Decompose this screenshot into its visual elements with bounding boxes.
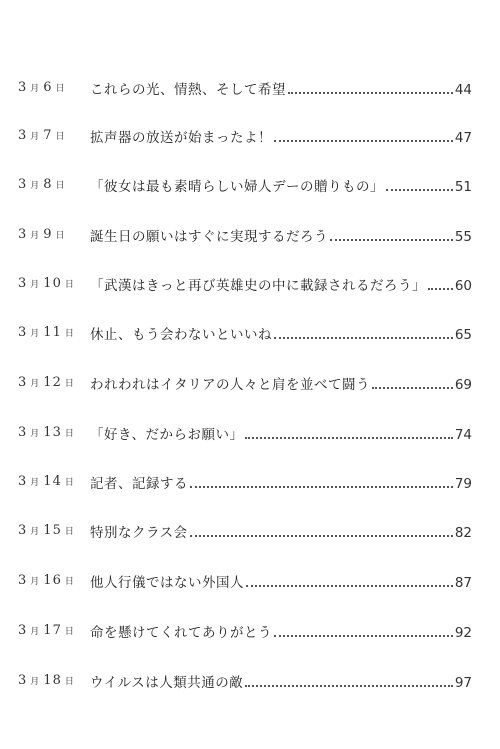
day-number: 18 bbox=[43, 673, 62, 688]
day-number: 12 bbox=[43, 375, 62, 390]
dot-leader bbox=[246, 585, 453, 587]
page-number: 82 bbox=[454, 525, 472, 541]
day-unit: 日 bbox=[64, 280, 75, 290]
day-number: 14 bbox=[43, 474, 62, 489]
day-number: 8 bbox=[43, 177, 53, 192]
day-unit: 日 bbox=[64, 677, 75, 687]
toc-entry[interactable] bbox=[0, 225, 500, 249]
toc-entry[interactable] bbox=[0, 472, 500, 496]
dot-leader bbox=[330, 239, 453, 241]
day-number: 11 bbox=[43, 325, 62, 340]
dot-leader bbox=[245, 437, 452, 439]
day-number: 13 bbox=[43, 425, 62, 440]
month-number: 3 bbox=[18, 325, 28, 340]
month-unit: 月 bbox=[30, 280, 41, 290]
month-unit: 月 bbox=[30, 677, 41, 687]
entry-title: 記者、記録する bbox=[90, 476, 188, 492]
day-number: 15 bbox=[43, 523, 62, 538]
month-unit: 月 bbox=[30, 84, 41, 94]
toc-entry[interactable] bbox=[0, 323, 500, 347]
toc-entry[interactable] bbox=[0, 175, 500, 199]
month-unit: 月 bbox=[30, 132, 41, 142]
toc-entry[interactable] bbox=[0, 621, 500, 645]
entry-date bbox=[18, 375, 78, 390]
entry-date bbox=[18, 325, 78, 340]
month-number: 3 bbox=[18, 276, 28, 291]
entry-date bbox=[18, 474, 78, 489]
day-unit: 日 bbox=[64, 429, 75, 439]
day-unit: 日 bbox=[64, 627, 75, 637]
page-number: 51 bbox=[454, 179, 472, 195]
month-unit: 月 bbox=[30, 231, 41, 241]
day-number: 6 bbox=[43, 80, 53, 95]
page-number: 60 bbox=[454, 278, 472, 294]
dot-leader bbox=[274, 337, 453, 339]
day-unit: 日 bbox=[64, 577, 75, 587]
day-unit: 日 bbox=[64, 329, 75, 339]
entry-title: 「好き、だからお願い」 bbox=[90, 427, 244, 443]
page-number: 47 bbox=[454, 130, 472, 146]
toc-entry[interactable] bbox=[0, 571, 500, 595]
page-number: 55 bbox=[454, 229, 472, 245]
toc-entry[interactable] bbox=[0, 126, 500, 150]
entry-date bbox=[18, 673, 78, 688]
day-unit: 日 bbox=[64, 379, 75, 389]
dot-leader bbox=[245, 685, 453, 687]
month-unit: 月 bbox=[30, 577, 41, 587]
day-number: 16 bbox=[43, 573, 62, 588]
toc-entry[interactable] bbox=[0, 78, 500, 102]
month-unit: 月 bbox=[30, 429, 41, 439]
toc-entry[interactable] bbox=[0, 671, 500, 695]
entry-title: これらの光、情熱、そして希望 bbox=[90, 82, 286, 98]
page-number: 65 bbox=[454, 327, 472, 343]
day-unit: 日 bbox=[64, 478, 75, 488]
dot-leader bbox=[428, 288, 453, 290]
entry-date bbox=[18, 80, 69, 95]
month-number: 3 bbox=[18, 623, 28, 638]
month-unit: 月 bbox=[30, 379, 41, 389]
dot-leader bbox=[386, 189, 453, 191]
page-number: 74 bbox=[454, 427, 472, 443]
page-number: 79 bbox=[454, 476, 472, 492]
month-number: 3 bbox=[18, 523, 28, 538]
dot-leader bbox=[288, 92, 453, 94]
month-unit: 月 bbox=[30, 627, 41, 637]
day-unit: 日 bbox=[55, 231, 66, 241]
page-number: 97 bbox=[454, 675, 472, 691]
page-number: 92 bbox=[454, 625, 472, 641]
entry-date bbox=[18, 276, 78, 291]
month-number: 3 bbox=[18, 573, 28, 588]
month-unit: 月 bbox=[30, 527, 41, 537]
entry-title: われわれはイタリアの人々と肩を並べて闘う bbox=[90, 377, 370, 393]
entry-date bbox=[18, 523, 78, 538]
month-number: 3 bbox=[18, 474, 28, 489]
entry-date bbox=[18, 177, 69, 192]
day-unit: 日 bbox=[55, 132, 66, 142]
day-unit: 日 bbox=[64, 527, 75, 537]
entry-date bbox=[18, 623, 78, 638]
entry-date bbox=[18, 573, 78, 588]
entry-title: 特別なクラス会 bbox=[90, 525, 188, 541]
day-number: 10 bbox=[43, 276, 62, 291]
day-unit: 日 bbox=[55, 181, 66, 191]
page-number: 69 bbox=[454, 377, 472, 393]
month-unit: 月 bbox=[30, 181, 41, 191]
month-number: 3 bbox=[18, 425, 28, 440]
entry-title: 誕生日の願いはすぐに実現するだろう bbox=[90, 229, 328, 245]
entry-date bbox=[18, 425, 78, 440]
entry-title: ウイルスは人類共通の敵 bbox=[90, 675, 244, 691]
entry-date bbox=[18, 227, 69, 242]
day-unit: 日 bbox=[55, 84, 66, 94]
month-number: 3 bbox=[18, 128, 28, 143]
month-number: 3 bbox=[18, 375, 28, 390]
month-number: 3 bbox=[18, 227, 28, 242]
day-number: 17 bbox=[43, 623, 62, 638]
dot-leader bbox=[274, 635, 453, 637]
entry-title: 「彼女は最も素晴らしい婦人デーの贈りもの」 bbox=[90, 179, 384, 195]
dot-leader bbox=[274, 140, 453, 142]
page-number: 87 bbox=[454, 575, 472, 591]
dot-leader bbox=[190, 535, 453, 537]
entry-title: 拡声器の放送が始まったよ！ bbox=[90, 130, 272, 146]
dot-leader bbox=[372, 387, 453, 389]
dot-leader bbox=[190, 486, 453, 488]
toc-entry[interactable] bbox=[0, 423, 500, 447]
toc-entry[interactable] bbox=[0, 373, 500, 397]
entry-title: 休止、もう会わないといいね bbox=[90, 327, 272, 343]
page-number: 44 bbox=[454, 82, 472, 98]
entry-date bbox=[18, 128, 69, 143]
toc-entry[interactable] bbox=[0, 274, 500, 298]
month-number: 3 bbox=[18, 673, 28, 688]
month-number: 3 bbox=[18, 80, 28, 95]
entry-title: 「武漢はきっと再び英雄史の中に載録されるだろう」 bbox=[90, 278, 426, 294]
entry-title: 他人行儀ではない外国人 bbox=[90, 575, 244, 591]
entry-title: 命を懸けてくれてありがとう bbox=[90, 625, 272, 641]
day-number: 7 bbox=[43, 128, 53, 143]
month-unit: 月 bbox=[30, 478, 41, 488]
month-number: 3 bbox=[18, 177, 28, 192]
toc-entry[interactable] bbox=[0, 521, 500, 545]
day-number: 9 bbox=[43, 227, 53, 242]
month-unit: 月 bbox=[30, 329, 41, 339]
